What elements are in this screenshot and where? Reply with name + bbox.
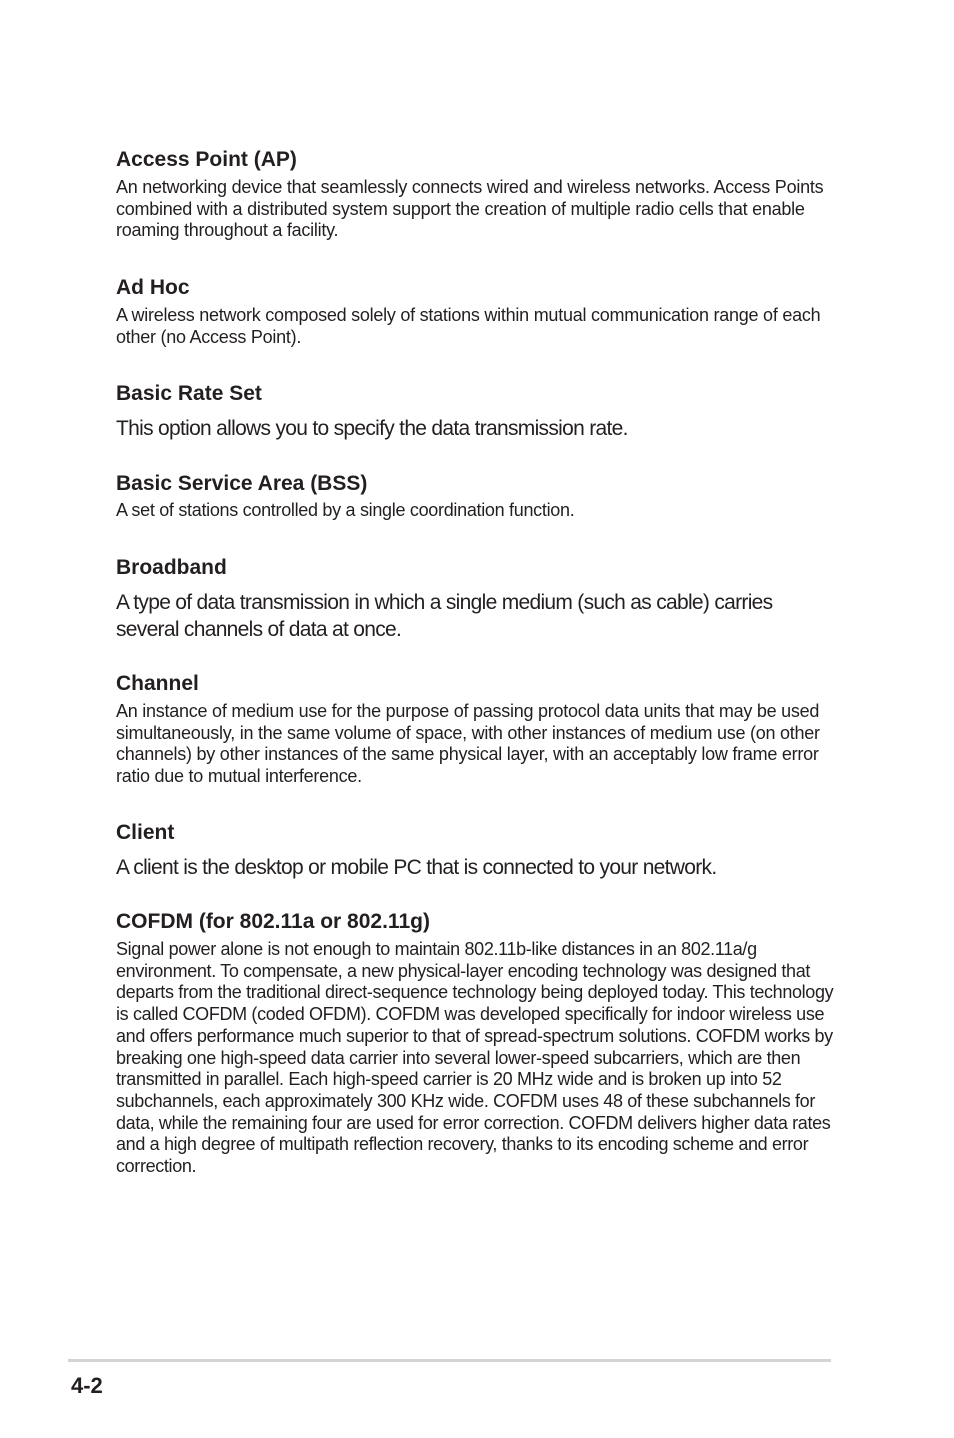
glossary-entry-broadband — [116, 556, 832, 643]
entry-term: Client — [116, 821, 175, 844]
glossary-entry-access-point — [116, 148, 832, 242]
entry-definition: A client is the desktop or mobile PC that is connected to your network. — [116, 856, 717, 879]
entry-term: Basic Rate Set — [116, 382, 262, 405]
entry-definition: A wireless network composed solely of stations within mutual communication range of each other (no Access Point). — [116, 305, 821, 347]
glossary-entry-client — [116, 821, 832, 881]
entry-term: Broadband — [116, 556, 227, 579]
page-number: 4-2 — [71, 1373, 103, 1398]
entry-term: Access Point (AP) — [116, 148, 297, 171]
entry-term: Channel — [116, 672, 199, 695]
entry-definition: Signal power alone is not enough to maintain 802.11b-like distances in an 802.11a/g environment. To compensate, a new physical-layer encoding technology was designed that departs from the traditional direct-sequence technology being deployed today. This technology is called COFDM (coded OFDM). COFDM was developed specifically for indoor wireless use and offers performance much superior to that of spread-spectrum solutions. COFDM works by breaking one high-speed data carrier into several lower-speed subcarriers, which are then transmitted in parallel. Each high-speed carrier is 20 MHz wide and is broken up into 52 subchannels, each approximately 300 KHz wide. COFDM uses 48 of these subchannels for data, while the remaining four are used for error correction. COFDM delivers higher data rates and a high degree of multipath reflection recovery, thanks to its encoding scheme and error correction. — [116, 939, 834, 1177]
glossary-entry-basic-service-area — [116, 472, 832, 521]
footer-divider — [68, 1359, 831, 1362]
entry-term: COFDM (for 802.11a or 802.11g) — [116, 910, 430, 933]
entry-definition: An networking device that seamlessly connects wired and wireless networks. Access Points combined with a distributed system support the creation of multiple radio cells that enable roaming throughout a facility. — [116, 177, 824, 241]
entry-definition: An instance of medium use for the purpose of passing protocol data units that may be used simultaneously, in the same volume of space, with other instances of medium use (on other channels) by other instances of the same physical layer, with an acceptably low frame error ratio due to mutual interference. — [116, 701, 820, 787]
entry-definition: A set of stations controlled by a single coordination function. — [116, 500, 575, 520]
glossary-entry-channel — [116, 672, 832, 788]
entry-definition: This option allows you to specify the data transmission rate. — [116, 417, 628, 440]
entry-term: Basic Service Area (BSS) — [116, 472, 368, 495]
glossary-entry-basic-rate-set — [116, 382, 832, 442]
glossary-entry-cofdm — [116, 910, 834, 1178]
glossary-entry-ad-hoc — [116, 276, 832, 348]
entry-definition: A type of data transmission in which a single medium (such as cable) carries several channels of data at once. — [116, 591, 773, 641]
entry-term: Ad Hoc — [116, 276, 190, 299]
